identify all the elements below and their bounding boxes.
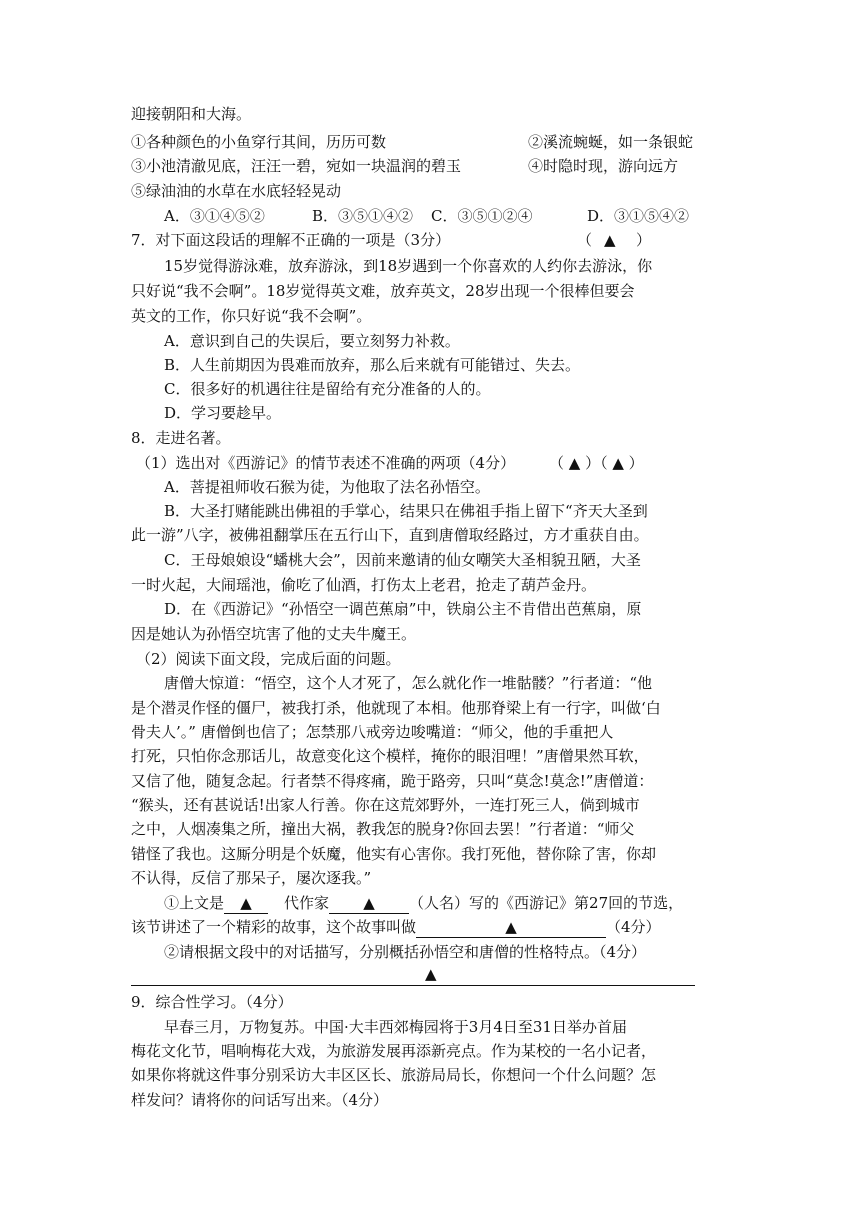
q7-answer-paren-close: ） — [636, 231, 652, 249]
q8-question-2: ②请根据文段中的对话描写，分别概括孙悟空和唐僧的性格特点。（4分） — [164, 943, 647, 961]
q9-passage-line-3: 如果你将就这件事分别采访大丰区区长、旅游局局长，你想问一个什么问题？怎 — [131, 1066, 657, 1084]
q6-option-c: C．③⑤①②④ — [431, 207, 533, 225]
answer-line — [131, 985, 695, 986]
q7-option-d: D．学习要趁早。 — [164, 404, 282, 422]
q8-passage-line-8: 错怪了我也。这厮分明是个妖魔，他实有心害你。我打死他，替你除了害，你却 — [131, 845, 657, 863]
q8-option-a: A．菩提祖师收石猴为徒，为他取了法名孙悟空。 — [164, 478, 490, 496]
q8-option-d-line-2: 因是她认为孙悟空坑害了他的丈夫牛魔王。 — [131, 625, 417, 643]
q9-passage-line-1: 早春三月，万物复苏。中国·大丰西郊梅园将于3月4日至31日举办首届 — [164, 1018, 627, 1036]
q7-passage-line-2: 只好说“我不会啊”。18岁觉得英文难，放弃英文，28岁出现一个很棒但要会 — [131, 282, 635, 300]
q6-sentence-3: ③小池清澈见底，汪汪一碧，宛如一块温润的碧玉 — [131, 157, 462, 175]
answer-blank-3[interactable]: ▲ — [416, 917, 606, 938]
q8-q1-text-e: （4分） — [606, 918, 661, 936]
q6-sentence-4: ④时隐时现，游向远方 — [528, 157, 679, 175]
q8-question-1-line-2 — [131, 916, 661, 938]
q8-option-c-line-2: 一时火起，大闹瑶池，偷吃了仙酒，打伤太上老君，抢走了葫芦金丹。 — [131, 576, 597, 594]
q6-option-a: A．③①④⑤② — [164, 207, 265, 225]
q8-passage-line-2: 是个潜灵作怪的僵尸，被我打杀，他就现了本相。他那脊梁上有一行字，叫做‘白 — [131, 699, 661, 717]
q7-passage-line-1: 15岁觉得游泳难，放弃游泳，到18岁遇到一个你喜欢的人约你去游泳，你 — [164, 257, 653, 275]
q8-sub1-answer: （ ▲ ）（ ▲ ） — [549, 454, 644, 472]
q7-option-b: B．人生前期因为畏难而放弃，那么后来就有可能错过、失去。 — [164, 356, 581, 374]
q7-stem: 7．对下面这段话的理解不正确的一项是（3分） — [131, 231, 451, 249]
q8-q1-text-d: 该节讲述了一个精彩的故事，这个故事叫做 — [131, 918, 417, 936]
q8-question-1-line-1 — [164, 892, 683, 914]
q7-passage-line-3: 英文的工作，你只好说“我不会啊”。 — [131, 307, 372, 325]
q8-passage-line-3: 骨夫人’。” 唐僧倒也信了；怎禁那八戒旁边唆嘴道：“师父，他的手重把人 — [131, 723, 614, 741]
q7-answer-mark: ▲ — [604, 231, 616, 249]
q9-passage-line-2: 梅花文化节，唱响梅花大戏，为旅游发展再添新亮点。作为某校的一名小记者， — [131, 1042, 657, 1060]
q6-passage-tail: 迎接朝阳和大海。 — [131, 105, 252, 123]
q6-sentence-5: ⑤绿油油的水草在水底轻轻晃动 — [131, 182, 342, 200]
q6-option-d: D．③①⑤④② — [587, 207, 690, 225]
q8-option-c-line-1: C．王母娘娘设“蟠桃大会”，因前来邀请的仙女嘲笑大圣相貌丑陋，大圣 — [164, 551, 641, 569]
answer-blank-1[interactable]: ▲ — [224, 893, 268, 914]
q8-q1-text-a: ①上文是 — [164, 894, 225, 912]
answer-blank-2[interactable]: ▲ — [329, 893, 409, 914]
q8-sub1-stem: （1）选出对《西游记》的情节表述不准确的两项（4分） — [136, 454, 516, 472]
q6-sentence-1: ①各种颜色的小鱼穿行其间，历历可数 — [131, 133, 387, 151]
q6-sentence-2: ②溪流蜿蜒，如一条银蛇 — [528, 133, 694, 151]
q8-option-b-line-1: B．大圣打赌能跳出佛祖的手掌心，结果只在佛祖手指上留下“齐天大圣到 — [164, 502, 648, 520]
q8-q1-text-b: 代作家 — [284, 894, 330, 912]
q8-q1-text-c: （人名）写的《西游记》第27回的节选， — [409, 894, 684, 912]
q7-option-a: A．意识到自己的失误后，要立刻努力补救。 — [164, 332, 460, 350]
q8-passage-line-6: “猴头，还有甚说话!出家人行善。你在这荒郊野外，一连打死三人，倘到城市 — [131, 796, 640, 814]
q8-sub2-stem: （2）阅读下面文段，完成后面的问题。 — [136, 650, 401, 668]
q8-passage-line-9: 不认得，反信了那呆子，屡次逐我。” — [131, 869, 372, 887]
q8-passage-line-4: 打死，只怕你念那话儿，故意变化这个模样，掩你的眼泪哩！”唐僧果然耳软， — [131, 747, 649, 765]
q9-passage-line-4: 样发问？请将你的问话写出来。（4分） — [131, 1091, 389, 1109]
q8-option-d-line-1: D．在《西游记》“孙悟空一调芭蕉扇”中，铁扇公主不肯借出芭蕉扇，原 — [164, 600, 642, 618]
q7-answer-paren-open: （ — [577, 231, 593, 249]
q8-question-2-answer-mark[interactable]: ▲ — [425, 965, 437, 983]
q8-passage-line-7: 之中，人烟凑集之所，撞出大祸，教我怎的脱身?你回去罢！”行者道：“师父 — [131, 820, 635, 838]
q7-option-c: C．很多好的机遇往往是留给有充分准备的人的。 — [164, 380, 491, 398]
q6-option-b: B．③⑤①④② — [312, 207, 414, 225]
q8-passage-line-1: 唐僧大惊道：“悟空，这个人才死了，怎么就化作一堆骷髅？”行者道：“他 — [164, 674, 653, 692]
q9-stem: 9．综合性学习。（4分） — [131, 993, 293, 1011]
q8-option-b-line-2: 此一游”八字，被佛祖翻掌压在五行山下，直到唐僧取经路过，方才重获自由。 — [131, 526, 649, 544]
q8-passage-line-5: 又信了他，随复念起。行者禁不得疼痛，跪于路旁，只叫“莫念!莫念!”唐僧道： — [131, 772, 654, 790]
q8-stem: 8．走进名著。 — [131, 429, 231, 447]
